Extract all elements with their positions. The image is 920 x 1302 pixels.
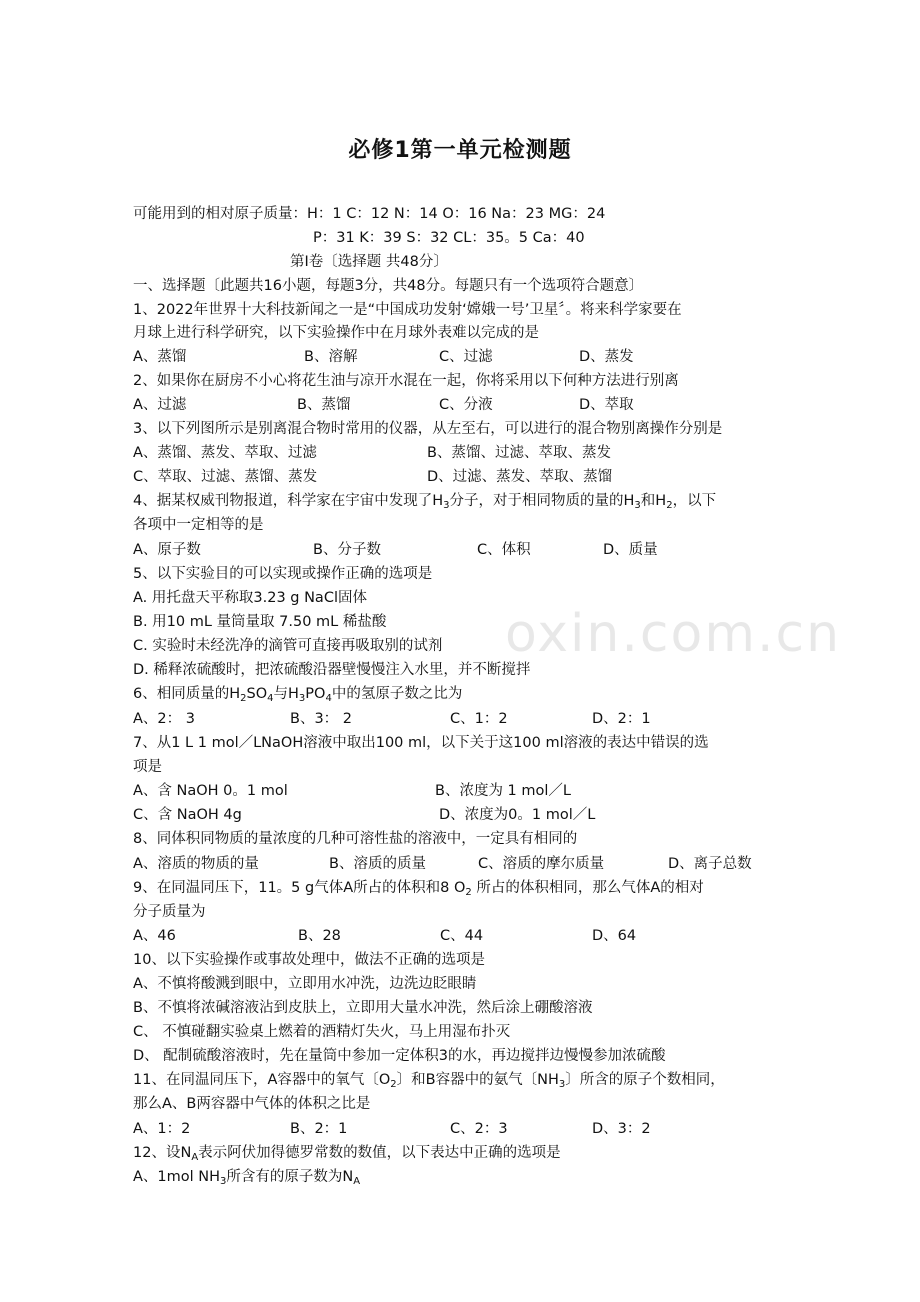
q1-option-d: D、蒸发 — [579, 349, 634, 365]
q2-option-d: D、萃取 — [579, 397, 634, 413]
q9-option-c: C、44 — [440, 928, 484, 944]
q3-option-b: B、蒸馏、过滤、萃取、蒸发 — [427, 445, 611, 461]
q6-text: PO — [305, 686, 326, 702]
q4-stem-line2: 各项中一定相等的是 — [133, 517, 264, 533]
q7-option-a: A、含 NaOH 0。1 mol — [133, 783, 288, 799]
q8-option-d: D、离子总数 — [668, 856, 752, 872]
q4-text: 4、据某权威刊物报道，科学家在宇宙中发现了H — [133, 493, 444, 509]
q9-stem-line1 — [133, 879, 704, 897]
q6-option-d: D、2：1 — [592, 711, 651, 727]
q12-text: 所含有的原子数为N — [226, 1169, 354, 1185]
q10-option-b: B、不慎将浓碱溶液沾到皮肤上，立即用大量水冲洗，然后涂上硼酸溶液 — [133, 1000, 593, 1016]
q4-option-b: B、分子数 — [313, 542, 381, 558]
q5-stem: 5、以下实验目的可以实现或操作正确的选项是 — [133, 566, 433, 582]
q10-option-c: C、 不慎碰翻实验桌上燃着的酒精灯失火，马上用湿布扑灭 — [133, 1024, 511, 1040]
section-header: 第Ⅰ卷〔选择题 共48分〕 — [290, 254, 448, 270]
q11-text: 〕和B容器中的氨气〔NH — [396, 1072, 559, 1088]
subscript: 2 — [390, 1079, 397, 1090]
q8-stem: 8、同体积同物质的量浓度的几种可溶性盐的溶液中，一定具有相同的 — [133, 831, 578, 847]
q7-stem-line2: 项是 — [133, 759, 162, 775]
q7-option-d: D、浓度为0。1 mol／L — [439, 807, 596, 823]
q11-text: 11、在同温同压下，A容器中的氧气〔O — [133, 1072, 391, 1088]
page-title: 必修1第一单元检测题 — [348, 138, 572, 163]
q7-option-b: B、浓度为 1 mol／L — [435, 783, 571, 799]
q4-option-a: A、原子数 — [133, 542, 201, 558]
subscript: 4 — [325, 693, 332, 704]
q12-text: 表示阿伏加得德罗常数的数值，以下表达中正确的选项是 — [198, 1145, 561, 1161]
q1-stem-line1: 1、2022年世界十大科技新闻之一是“中国成功发射‘嫦娥一号’卫星〞。将来科学家要在 — [133, 302, 682, 318]
q7-stem-line1: 7、从1 L 1 mol／LNaOH溶液中取出100 ml，以下关于这100 ml溶液的表达中错误的选 — [133, 735, 709, 751]
q4-text: 和H — [640, 493, 667, 509]
atomic-masses-row2: P：31 K：39 S：32 CL：35。5 Ca：40 — [313, 230, 585, 246]
subscript: 3 — [220, 1176, 227, 1187]
subscript: 3 — [634, 500, 641, 511]
q4-stem-line1 — [133, 492, 716, 510]
q4-option-c: C、体积 — [477, 542, 531, 558]
q6-text: 中的氢原子数之比为 — [331, 686, 463, 702]
q12-stem — [133, 1144, 561, 1162]
q10-stem: 10、以下实验操作或事故处理中，做法不正确的选项是 — [133, 952, 485, 968]
q11-option-a: A、1：2 — [133, 1121, 191, 1137]
q11-option-c: C、2：3 — [450, 1121, 508, 1137]
q1-stem-line2: 月球上进行科学研究，以下实验操作中在月球外表难以完成的是 — [133, 325, 539, 341]
q5-option-a: A. 用托盘天平称取3.23 g NaCl固体 — [133, 590, 367, 606]
q4-option-d: D、质量 — [603, 542, 658, 558]
subscript: 3 — [298, 693, 306, 704]
q9-option-d: D、64 — [592, 928, 637, 944]
q1-option-b: B、溶解 — [304, 349, 358, 365]
subscript: A — [191, 1152, 199, 1163]
q4-text: 分子，对于相同物质的量的H — [449, 493, 635, 509]
q5-option-d: D. 稀释浓硫酸时，把浓硫酸沿器壁慢慢注入水里，并不断搅拌 — [133, 662, 531, 678]
q9-stem-line2: 分子质量为 — [133, 904, 206, 920]
q9-option-a: A、46 — [133, 928, 176, 944]
q12-text: A、1mol NH — [133, 1169, 221, 1185]
q3-option-d: D、过滤、蒸发、萃取、蒸馏 — [427, 469, 613, 485]
subscript: 2 — [465, 887, 472, 898]
q8-option-c: C、溶质的摩尔质量 — [478, 856, 605, 872]
subscript: A — [353, 1176, 361, 1187]
q2-stem: 2、如果你在厨房不小心将花生油与凉开水混在一起，你将采用以下何种方法进行别离 — [133, 373, 679, 389]
q1-option-a: A、蒸馏 — [133, 349, 187, 365]
q3-stem: 3、以下列图所示是别离混合物时常用的仪器，从左至右，可以进行的混合物别离操作分别是 — [133, 421, 723, 437]
subscript: 2 — [666, 500, 673, 511]
q8-option-b: B、溶质的质量 — [329, 856, 426, 872]
q12-option-a — [133, 1168, 360, 1186]
q2-option-a: A、过滤 — [133, 397, 187, 413]
q11-stem-line1 — [133, 1071, 725, 1089]
q9-text: 所占的体积相同，那么气体A的相对 — [471, 880, 704, 896]
q6-text: 与H — [273, 686, 299, 702]
subscript: 2 — [240, 693, 247, 704]
q6-text: SO — [246, 686, 268, 702]
q2-option-c: C、分液 — [439, 397, 493, 413]
q6-option-c: C、1：2 — [450, 711, 508, 727]
q11-stem-line2: 那么A、B两容器中气体的体积之比是 — [133, 1096, 371, 1112]
watermark: oxin.com.cn — [505, 604, 842, 664]
q11-text: 〕所含的原子个数相同， — [565, 1072, 725, 1088]
q5-option-c: C. 实验时未经洗净的滴管可直接再吸取别的试剂 — [133, 638, 443, 654]
q9-option-b: B、28 — [298, 928, 341, 944]
q6-stem — [133, 685, 462, 703]
q6-option-b: B、3： 2 — [290, 711, 353, 727]
subscript: 4 — [267, 693, 274, 704]
q5-option-b: B. 用10 mL 量筒量取 7.50 mL 稀盐酸 — [133, 614, 387, 630]
q3-option-c: C、萃取、过滤、蒸馏、蒸发 — [133, 469, 318, 485]
q12-text: 12、设N — [133, 1145, 192, 1161]
q11-option-d: D、3：2 — [592, 1121, 651, 1137]
q6-text: 6、相同质量的H — [133, 686, 241, 702]
atomic-masses-row1: 可能用到的相对原子质量：H：1 C：12 N：14 O：16 Na：23 MG：24 — [133, 206, 606, 222]
q1-option-c: C、过滤 — [439, 349, 493, 365]
q10-option-a: A、不慎将酸溅到眼中，立即用水冲洗，边洗边眨眼睛 — [133, 976, 477, 992]
section-description: 一、选择题〔此题共16小题，每题3分，共48分。每题只有一个选项符合题意〕 — [133, 278, 644, 294]
q4-text: ，以下 — [672, 493, 717, 509]
q3-option-a: A、蒸馏、蒸发、萃取、过滤 — [133, 445, 317, 461]
q9-text: 9、在同温同压下，11。5 g气体A所占的体积和8 O — [133, 880, 466, 896]
subscript: 3 — [558, 1079, 566, 1090]
q11-option-b: B、2：1 — [290, 1121, 348, 1137]
q6-option-a: A、2： 3 — [133, 711, 195, 727]
q2-option-b: B、蒸馏 — [297, 397, 351, 413]
subscript: 3 — [443, 500, 450, 511]
q7-option-c: C、含 NaOH 4g — [133, 807, 242, 823]
q8-option-a: A、溶质的物质的量 — [133, 856, 259, 872]
q10-option-d: D、 配制硫酸溶液时，先在量筒中参加一定体积3的水，再边搅拌边慢慢参加浓硫酸 — [133, 1048, 666, 1064]
